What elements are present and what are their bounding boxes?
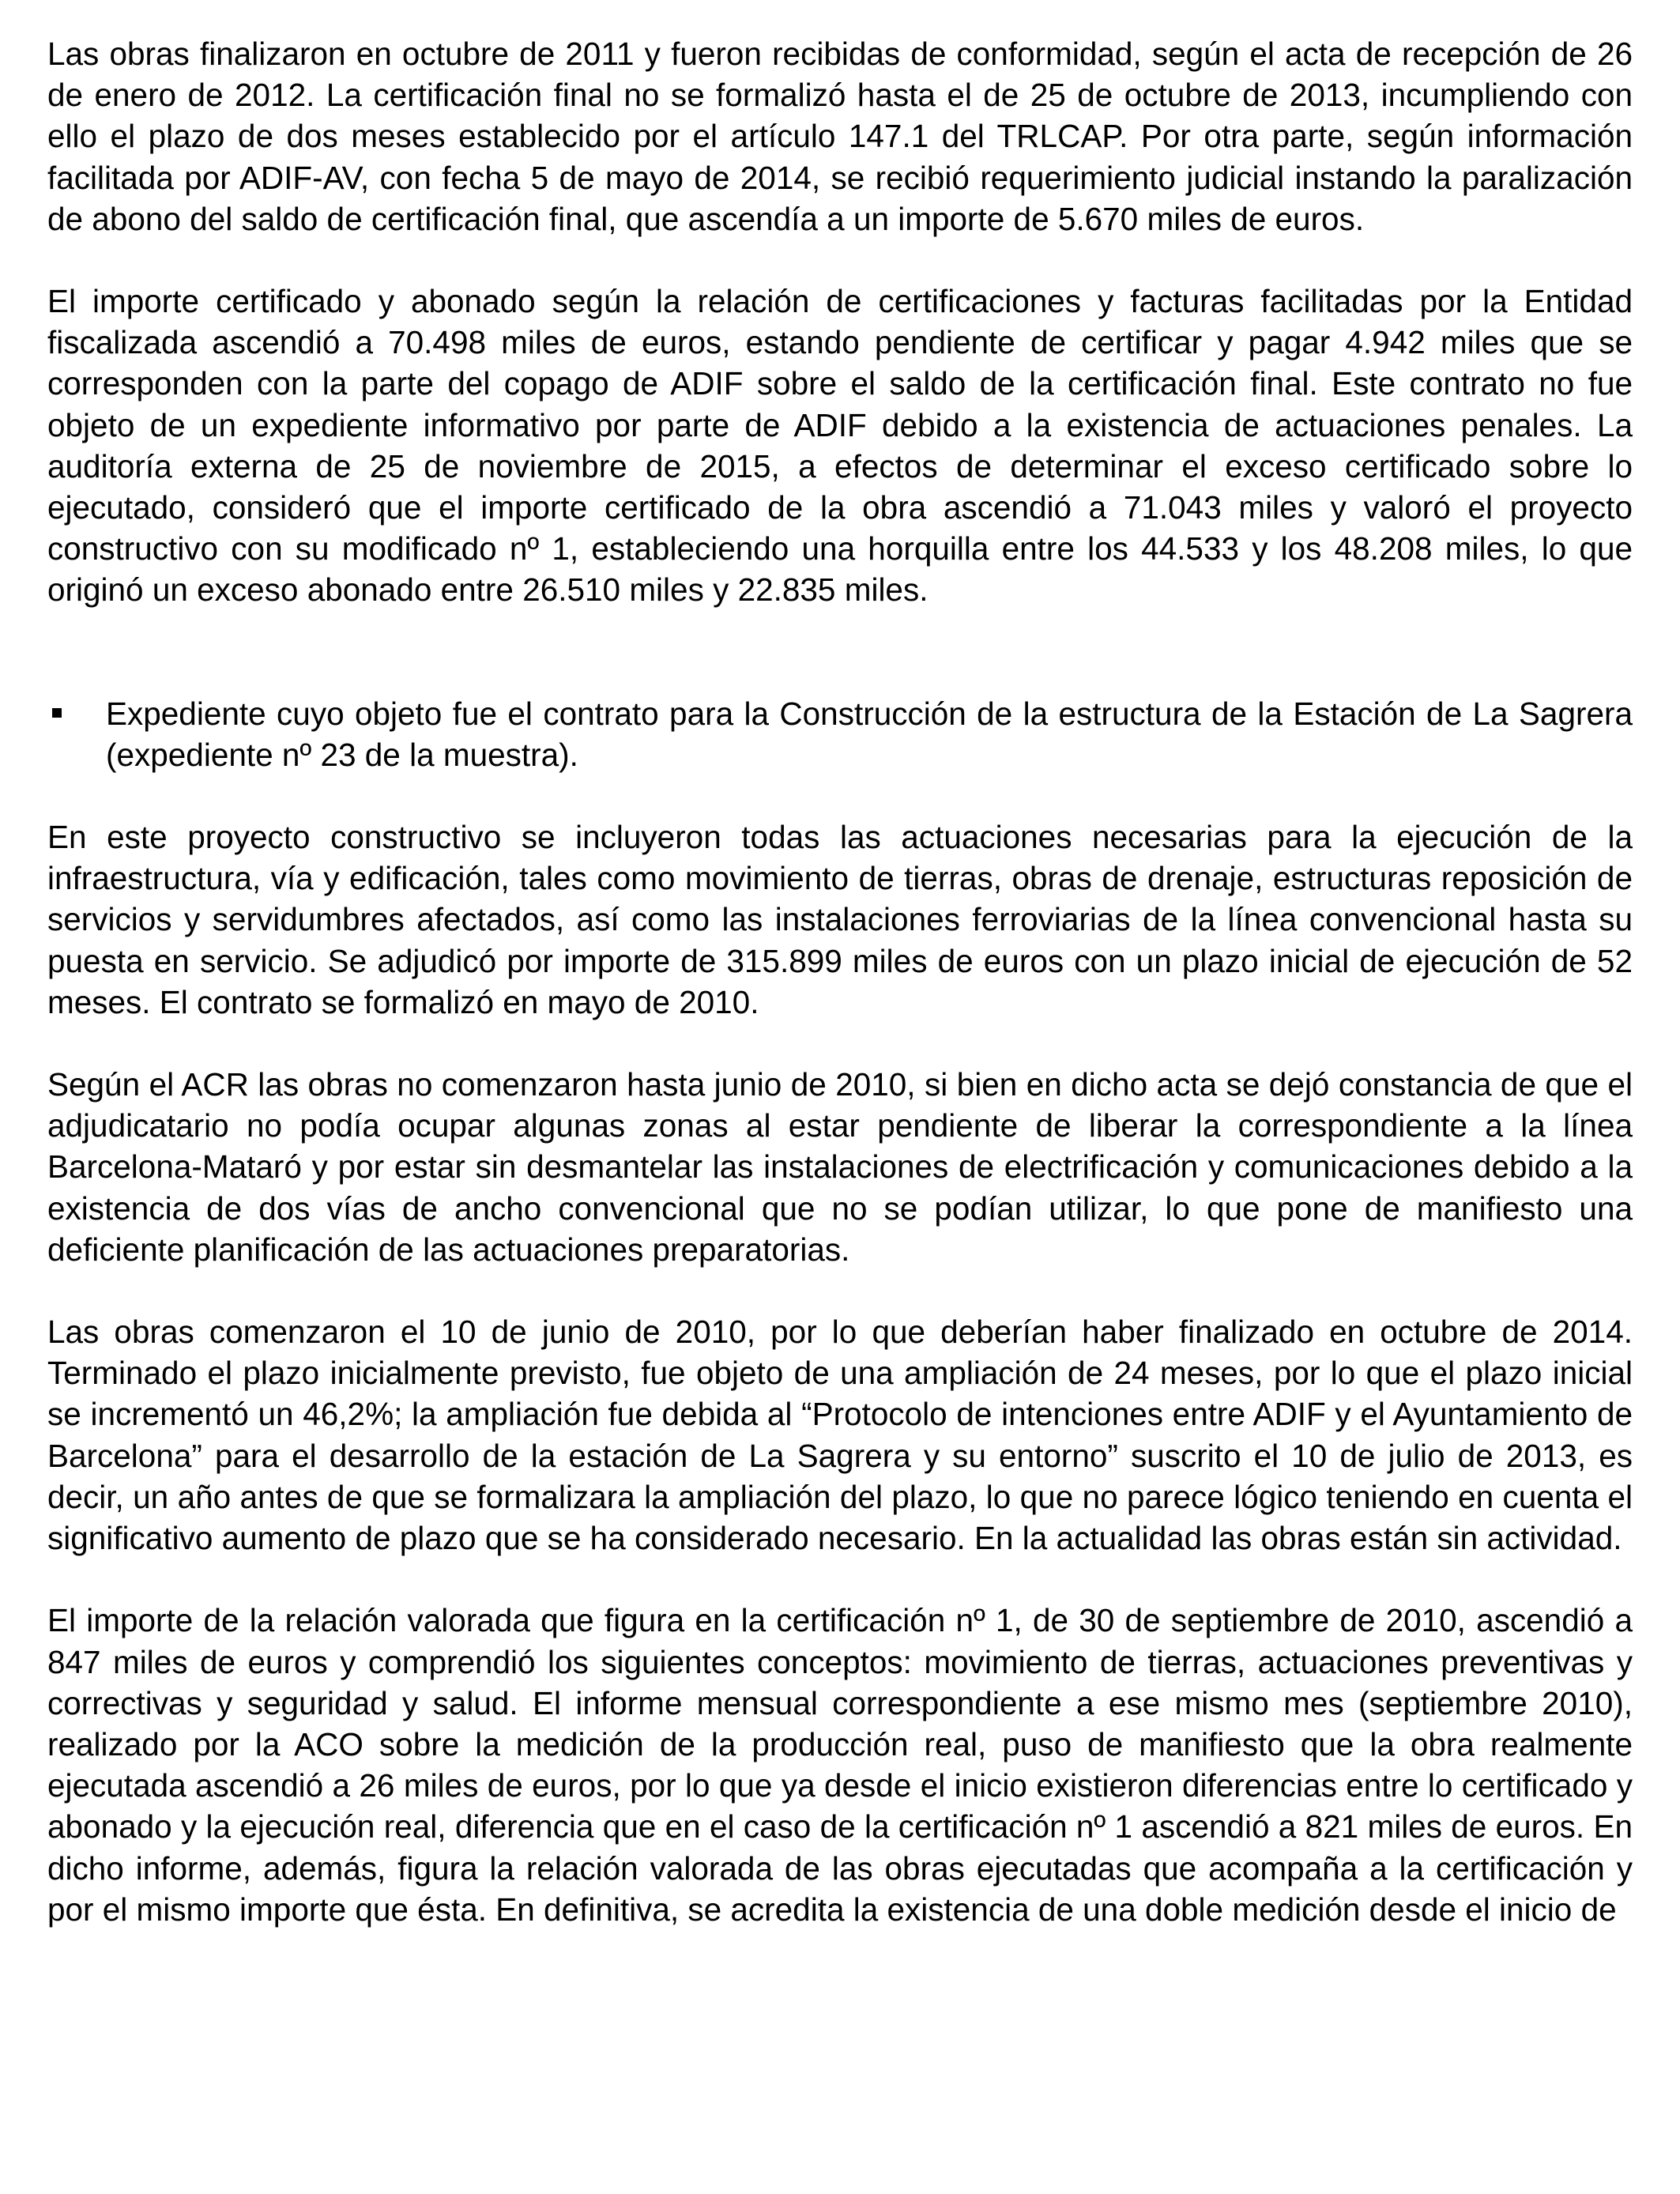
bullet-text: Expediente cuyo objeto fue el contrato para la Construcción de la estructura de la Estación de La Sagrera (expediente nº 23 de la muestra). [106,695,1633,773]
paragraph-acr-start: Según el ACR las obras no comenzaron hasta junio de 2010, si bien en dicho acta se dejó constancia de que el adjudicatario no podía ocupar algunas zonas al estar pendiente de liberar la correspondiente a la línea Barcelona-Mataró y por estar sin desmantelar las instalaciones de electrificación y comunicaciones debido a la existencia de dos vías de ancho convencional que no se podían utilizar, lo que pone de manifiesto una deficiente planificación de las actuaciones preparatorias. [47,1066,1633,1268]
bullet-item-expediente-23 [47,693,1633,775]
document-page [47,33,1633,1930]
paragraph-final-certification: Las obras finalizaron en octubre de 2011 y fueron recibidas de conformidad, según el acta de recepción de 26 de enero de 2012. La certificación final no se formalizó hasta el de 25 de octubre de 2013, incumpliendo con ello el plazo de dos meses establecido por el artículo 147.1 del TRLCAP. Por otra parte, según información facilitada por ADIF-AV, con fecha 5 de mayo de 2014, se recibió requerimiento judicial instando la paralización de abono del saldo de certificación final, que ascendía a un importe de 5.670 miles de euros. [47,36,1633,237]
paragraph-project-scope: En este proyecto constructivo se incluyeron todas las actuaciones necesarias para la ejecución de la infraestructura, vía y edificación, tales como movimiento de tierras, obras de drenaje, estructuras reposición de servicios y servidumbres afectados, así como las instalaciones ferroviarias de la línea convencional hasta su puesta en servicio. Se adjudicó por importe de 315.899 miles de euros con un plazo inicial de ejecución de 52 meses. El contrato se formalizó en mayo de 2010. [47,819,1633,1020]
paragraph-certification-1: El importe de la relación valorada que figura en la certificación nº 1, de 30 de septiembre de 2010, ascendió a 847 miles de euros y comprendió los siguientes conceptos: movimiento de tierras, actuaciones preventivas y correctivas y seguridad y salud. El informe mensual correspondiente a ese mismo mes (septiembre 2010), realizado por la ACO sobre la medición de la producción real, puso de manifiesto que la obra realmente ejecutada ascendió a 26 miles de euros, por lo que ya desde el inicio existieron diferencias entre lo certificado y abonado y la ejecución real, diferencia que en el caso de la certificación nº 1 ascendió a 821 miles de euros. En dicho informe, además, figura la relación valorada de las obras ejecutadas que acompaña a la certificación y por el mismo importe que ésta. En definitiva, se acredita la existencia de una doble medición desde el inicio de [47,1602,1633,1928]
paragraph-works-timeline: Las obras comenzaron el 10 de junio de 2010, por lo que deberían haber finalizado en octubre de 2014. Terminado el plazo inicialmente previsto, fue objeto de una ampliación de 24 meses, por lo que el plazo inicial se incrementó un 46,2%; la ampliación fue debida al “Protocolo de intenciones entre ADIF y el Ayuntamiento de Barcelona” para el desarrollo de la estación de La Sagrera y su entorno” suscrito el 10 de julio de 2013, es decir, un año antes de que se formalizara la ampliación del plazo, lo que no parece lógico teniendo en cuenta el significativo aumento de plazo que se ha considerado necesario. En la actualidad las obras están sin actividad. [47,1314,1633,1557]
paragraph-certified-amount: El importe certificado y abonado según la relación de certificaciones y facturas facilitadas por la Entidad fiscalizada ascendió a 70.498 miles de euros, estando pendiente de certificar y pagar 4.942 miles que se corresponden con la parte del copago de ADIF sobre el saldo de la certificación final. Este contrato no fue objeto de un expediente informativo por parte de ADIF debido a la existencia de actuaciones penales. La auditoría externa de 25 de noviembre de 2015, a efectos de determinar el exceso certificado sobre lo ejecutado, consideró que el importe certificado de la obra ascendió a 71.043 miles y valoró el proyecto constructivo con su modificado nº 1, estableciendo una horquilla entre los 44.533 y los 48.208 miles, lo que originó un exceso abonado entre 26.510 miles y 22.835 miles. [47,283,1633,609]
square-bullet-icon [47,693,106,734]
